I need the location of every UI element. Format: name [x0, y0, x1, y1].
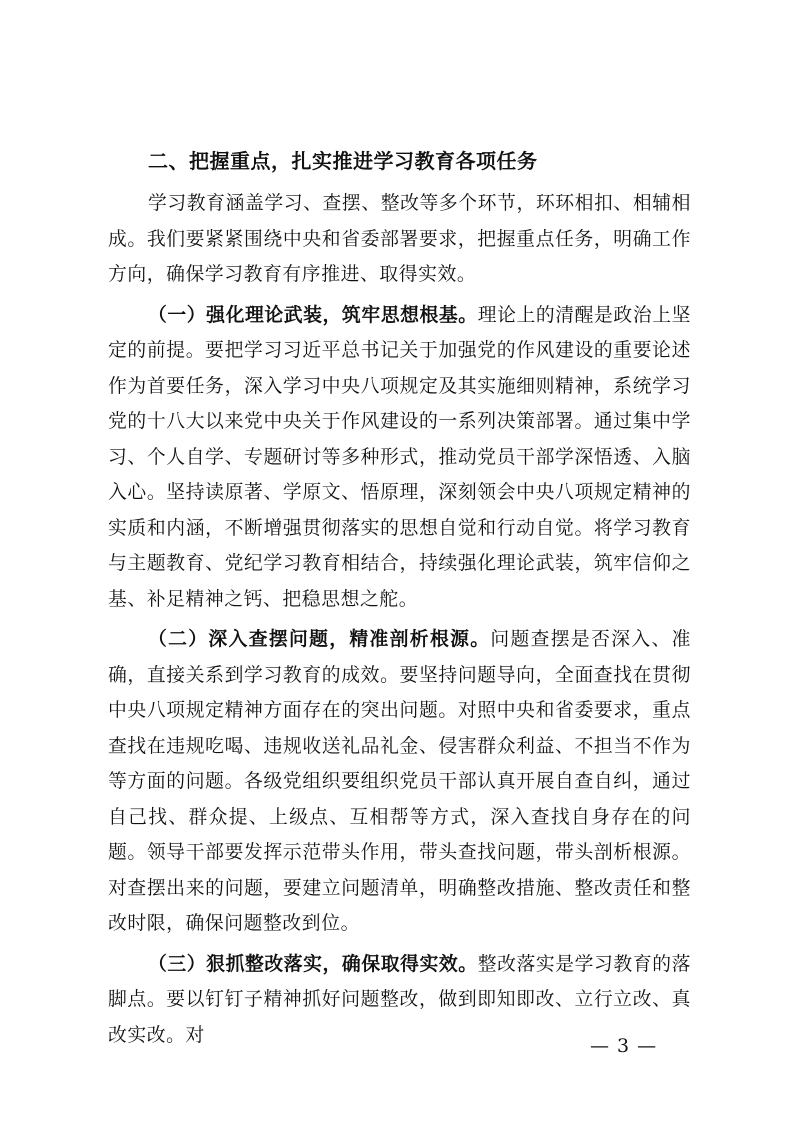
- intro-paragraph: 学习教育涵盖学习、查摆、整改等多个环节，环环相扣、相辅相成。我们要紧紧围绕中央和省委部署要求，把握重点任务，明确工作方向，确保学习教育有序推进、取得实效。: [108, 193, 691, 285]
- document-body: [108, 146, 691, 1053]
- section-heading: 二、把握重点，扎实推进学习教育各项任务: [148, 149, 538, 173]
- section-1-body: 理论上的清醒是政治上坚定的前提。要把学习习近平总书记关于加强党的作风建设的重要论述作为首要任务，深入学习中央八项规定及其实施细则精神，系统学习党的十八大以来党中央关于作风建设的一系列决策部署。通过集中学习、个人自学、专题研讨等多种形式，推动党员干部学深悟透、入脑入心。坚持读原著、学原文、悟原理，深刻领会中央八项规定精神的实质和内涵，不断增强贯彻落实的思想自觉和行动自觉。将学习教育与主题教育、党纪学习教育相结合，持续强化理论武装，筑牢信仰之基、补足精神之钙、把稳思想之舵。: [108, 304, 691, 610]
- section-3-body: 整改落实是学习教育的落脚点。要以钉钉子精神抓好问题整改，做到即知即改、立行立改、真改实改。对: [108, 953, 691, 1046]
- section-2-paragraph: [108, 622, 691, 942]
- section-2-lead: （二）深入查摆问题，精准剖析根源。: [148, 628, 491, 650]
- page-number: — 3 —: [590, 1035, 658, 1057]
- section-2-body: 问题查摆是否深入、准确，直接关系到学习教育的成效。要坚持问题导向，全面查找在贯彻中央八项规定精神方面存在的突出问题。对照中央和省委要求，重点查找在违规吃喝、违规收送礼品礼金、侵害群众利益、不担当不作为等方面的问题。各级党组织要组织党员干部认真开展自查自纠，通过自己找、群众提、上级点、互相帮等方式，深入查找自身存在的问题。领导干部要发挥示范带头作用，带头查找问题，带头剖析根源。对查摆出来的问题，要建立问题清单，明确整改措施、整改责任和整改时限，确保问题整改到位。: [108, 629, 692, 934]
- section-3-lead: （三）狠抓整改落实，确保取得实效。: [148, 952, 478, 975]
- section-1-lead: （一）强化理论武装，筑牢思想根基。: [148, 303, 478, 326]
- section-1-paragraph: [108, 298, 691, 618]
